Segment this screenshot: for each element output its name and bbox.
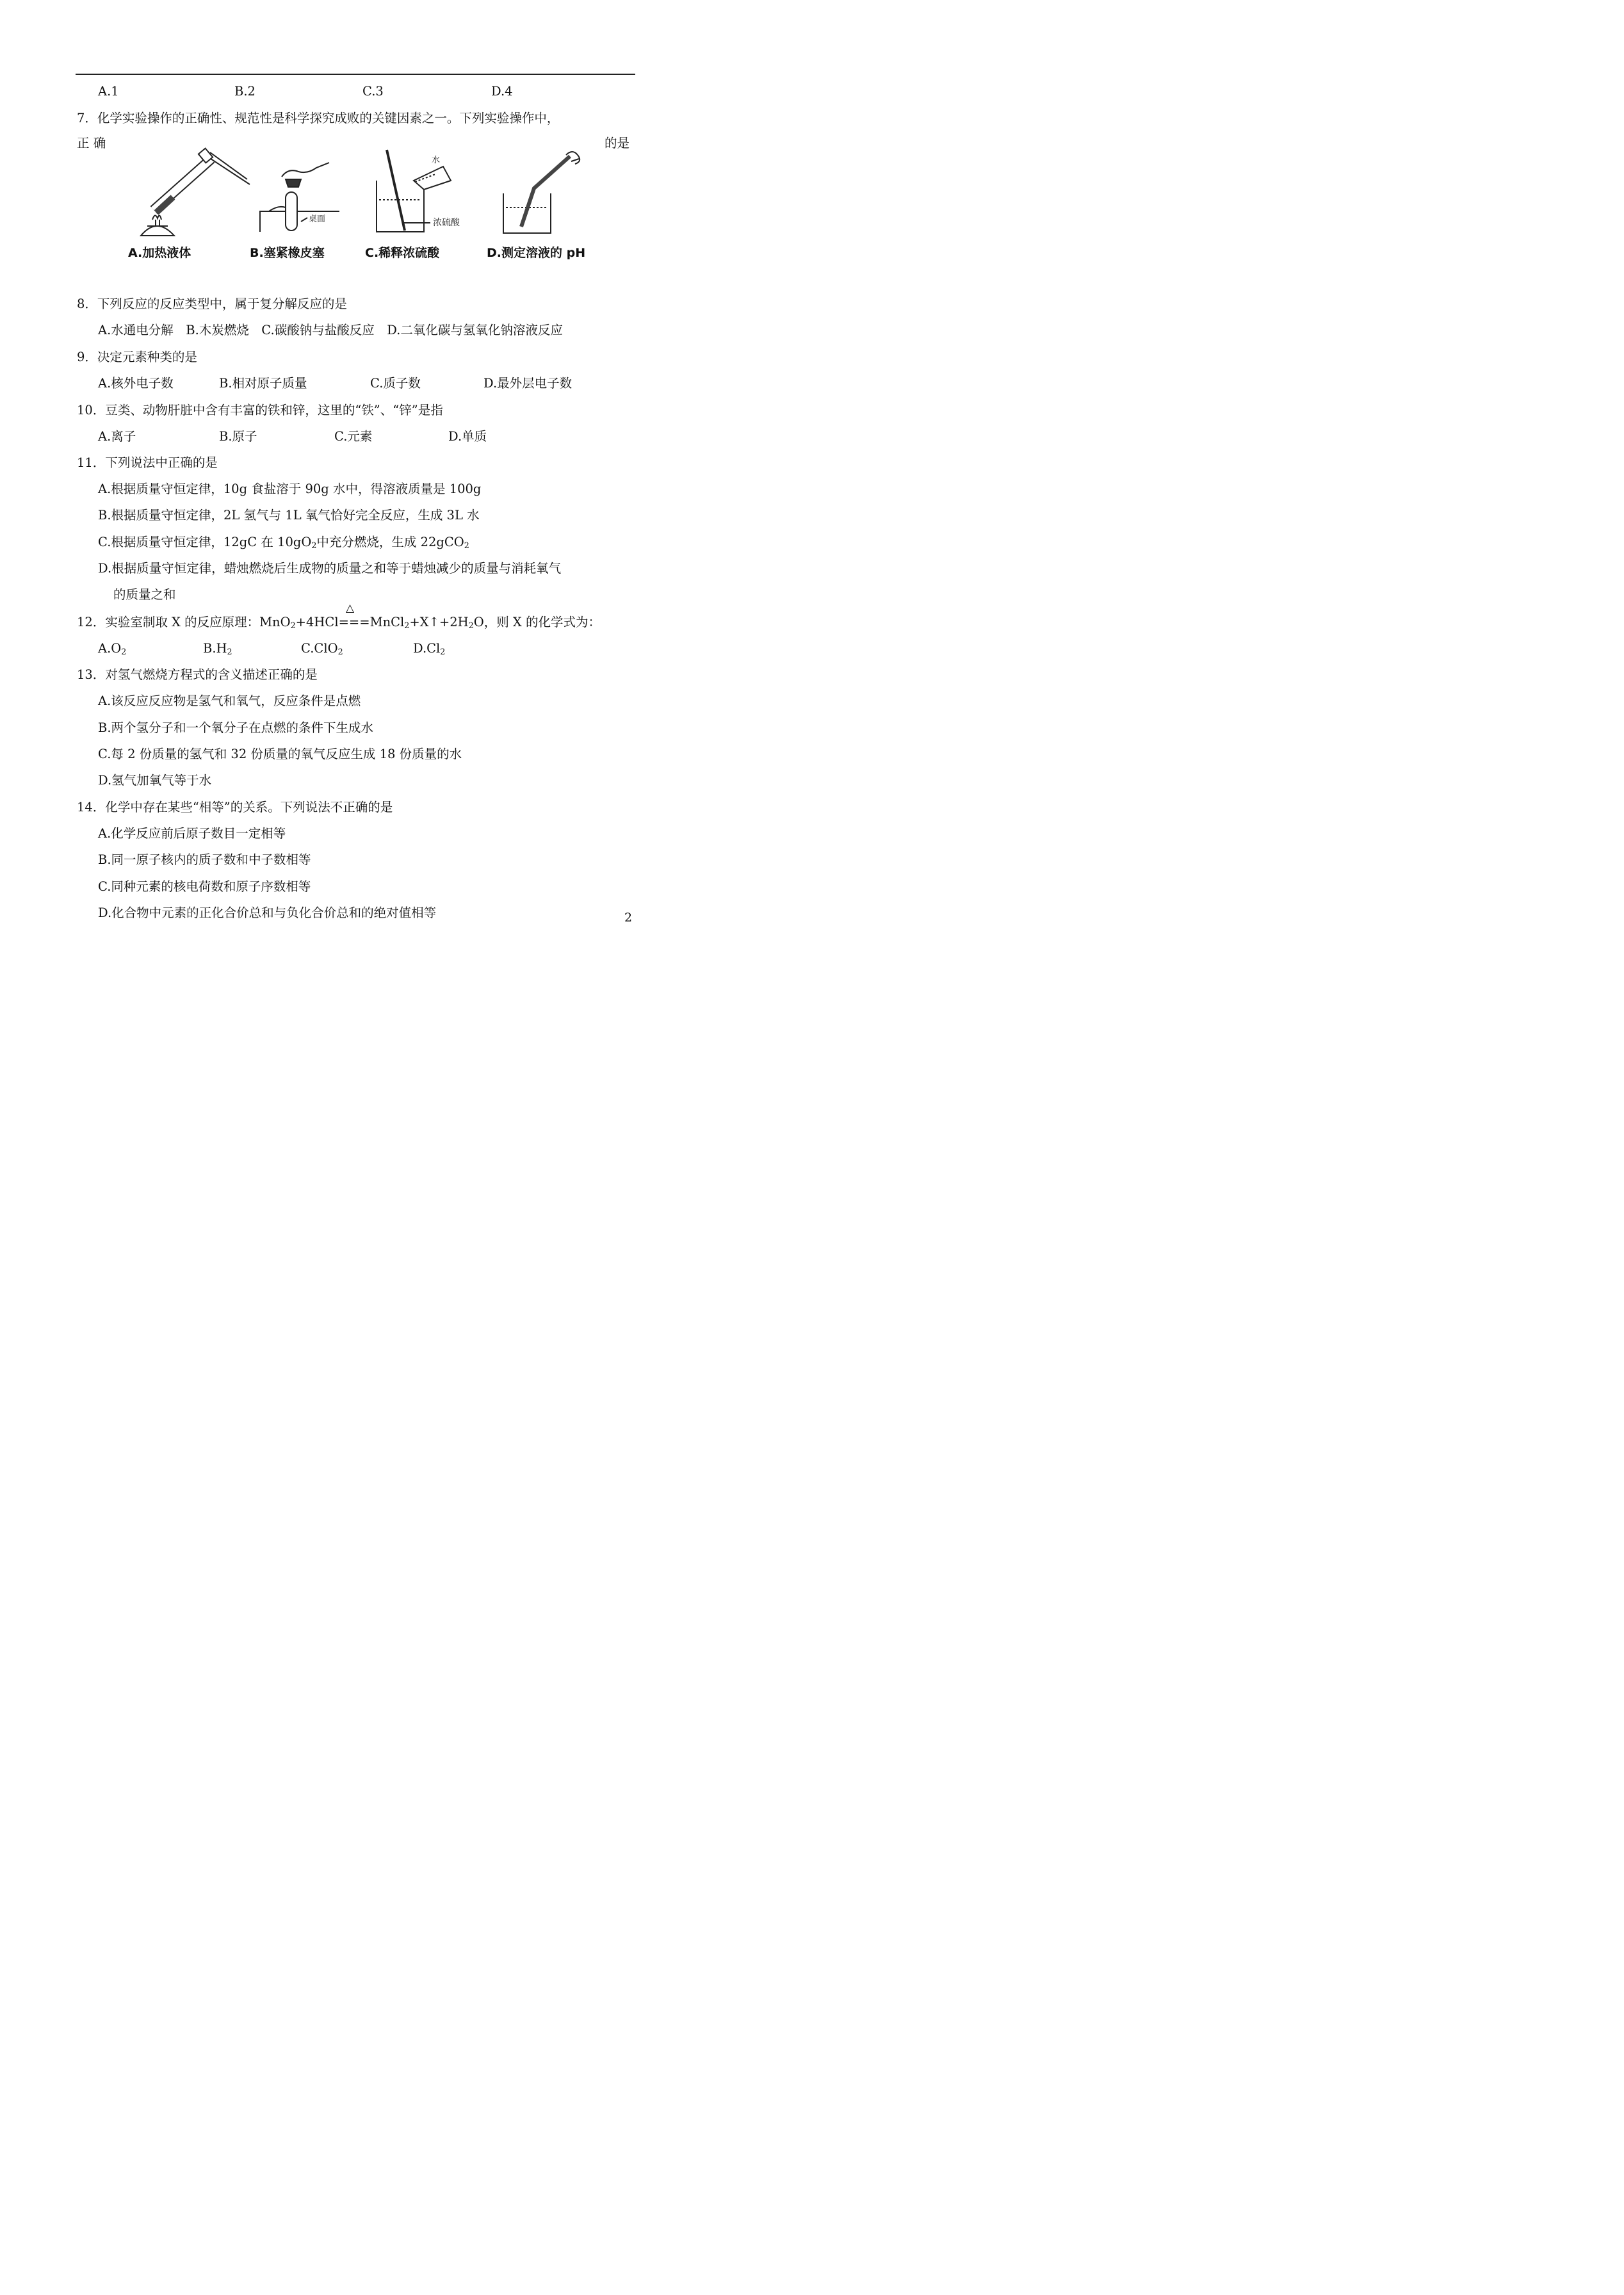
figure-heating-liquid	[134, 146, 256, 242]
figure-caption-d: D.测定溶液的 pH	[487, 246, 586, 260]
figure-caption-b: B.塞紧橡皮塞	[250, 246, 325, 260]
svg-text:水: 水	[432, 156, 441, 165]
q14-option-a: A.化学反应前后原子数目一定相等	[98, 826, 286, 841]
q13-stem: 13．对氢气燃烧方程式的含义描述正确的是	[77, 667, 318, 682]
q13-option-a: A.该反应反应物是氢气和氧气，反应条件是点燃	[98, 693, 361, 708]
q10-stem: 10．豆类、动物肝脏中含有丰富的铁和锌，这里的“铁”、“锌”是指	[77, 403, 443, 418]
figure-stopper	[256, 154, 346, 237]
q12-option-b: $B.H_2$	[203, 641, 232, 657]
q11-option-a: A.根据质量守恒定律，10g 食盐溶于 90g 水中，得溶液质量是 100g	[98, 482, 482, 496]
q12-option-d: $D.Cl_2$	[413, 641, 446, 657]
figure-caption-c: C.稀释浓硫酸	[365, 246, 440, 260]
svg-text:浓硫酸: 浓硫酸	[433, 218, 460, 228]
q13-option-b: B.两个氢分子和一个氧分子在点燃的条件下生成水	[98, 720, 374, 735]
q9-option-d: D.最外层电子数	[483, 376, 572, 391]
q14-stem: 14．化学中存在某些“相等”的关系。下列说法不正确的是	[77, 800, 393, 815]
q10-option-c: C.元素	[334, 429, 373, 444]
q11-option-c: C.根据质量守恒定律，12gC 在 $10gO_2$中充分燃烧，生成 22gCO$_2$	[98, 535, 469, 551]
q10-option-d: D.单质	[448, 429, 487, 444]
q7-stem-tail-left: 正 确	[77, 136, 106, 150]
q12-option-c: C.ClO$_2$	[301, 641, 343, 657]
q10-option-b: B.原子	[219, 429, 257, 444]
q6-option-a: A.1	[98, 84, 119, 99]
q6-option-d: D.4	[491, 84, 513, 99]
q6-option-b: B.2	[234, 84, 256, 99]
page-number: 2	[624, 911, 633, 925]
heating-condition-mark: △	[346, 602, 355, 615]
header-rule	[76, 74, 635, 75]
q12-option-a: $A.O_2$	[98, 641, 127, 657]
q6-option-c: C.3	[362, 84, 384, 99]
q11-option-b: B.根据质量守恒定律，2L 氢气与 1L 氧气恰好完全反应，生成 3L 水	[98, 508, 480, 523]
q12-stem: 12．实验室制取 X 的反应原理：$MnO_2+4HCl===MnCl_2+X↑+2H_2O$，则 X 的化学式为：	[77, 615, 601, 631]
q13-option-d: D.氢气加氧气等于水	[98, 773, 212, 788]
figure-measure-ph	[499, 150, 596, 239]
q9-option-b: B.相对原子质量	[219, 376, 307, 391]
q14-option-c: C.同种元素的核电荷数和原子序数相等	[98, 879, 311, 894]
q7-stem-tail-right: 的是	[605, 136, 630, 150]
q14-option-d: D.化合物中元素的正化合价总和与负化合价总和的绝对值相等	[98, 905, 437, 920]
figure-caption-a: A.加热液体	[128, 246, 191, 260]
figure-dilute-acid	[371, 149, 487, 238]
q8-options: A.水通电分解 B.木炭燃烧 C.碳酸钠与盐酸反应 D.二氧化碳与氢氧化钠溶液反应	[98, 323, 563, 337]
q9-option-c: C.质子数	[370, 376, 421, 391]
svg-text:桌面: 桌面	[309, 215, 326, 224]
q14-option-b: B.同一原子核内的质子数和中子数相等	[98, 852, 311, 867]
q11-stem: 11．下列说法中正确的是	[77, 455, 218, 470]
q7-stem: 7．化学实验操作的正确性、规范性是科学探究成败的关键因素之一。下列实验操作中，	[77, 111, 560, 126]
q8-stem: 8．下列反应的反应类型中，属于复分解反应的是	[77, 296, 347, 311]
q9-option-a: A.核外电子数	[98, 376, 174, 391]
q9-stem: 9．决定元素种类的是	[77, 350, 197, 364]
q10-option-a: A.离子	[98, 429, 136, 444]
q11-option-d-line1: D.根据质量守恒定律，蜡烛燃烧后生成物的质量之和等于蜡烛减少的质量与消耗氧气	[98, 561, 562, 576]
q13-option-c: C.每 2 份质量的氢气和 32 份质量的氧气反应生成 18 份质量的水	[98, 747, 462, 761]
q11-option-d-line2: 的质量之和	[113, 587, 176, 602]
